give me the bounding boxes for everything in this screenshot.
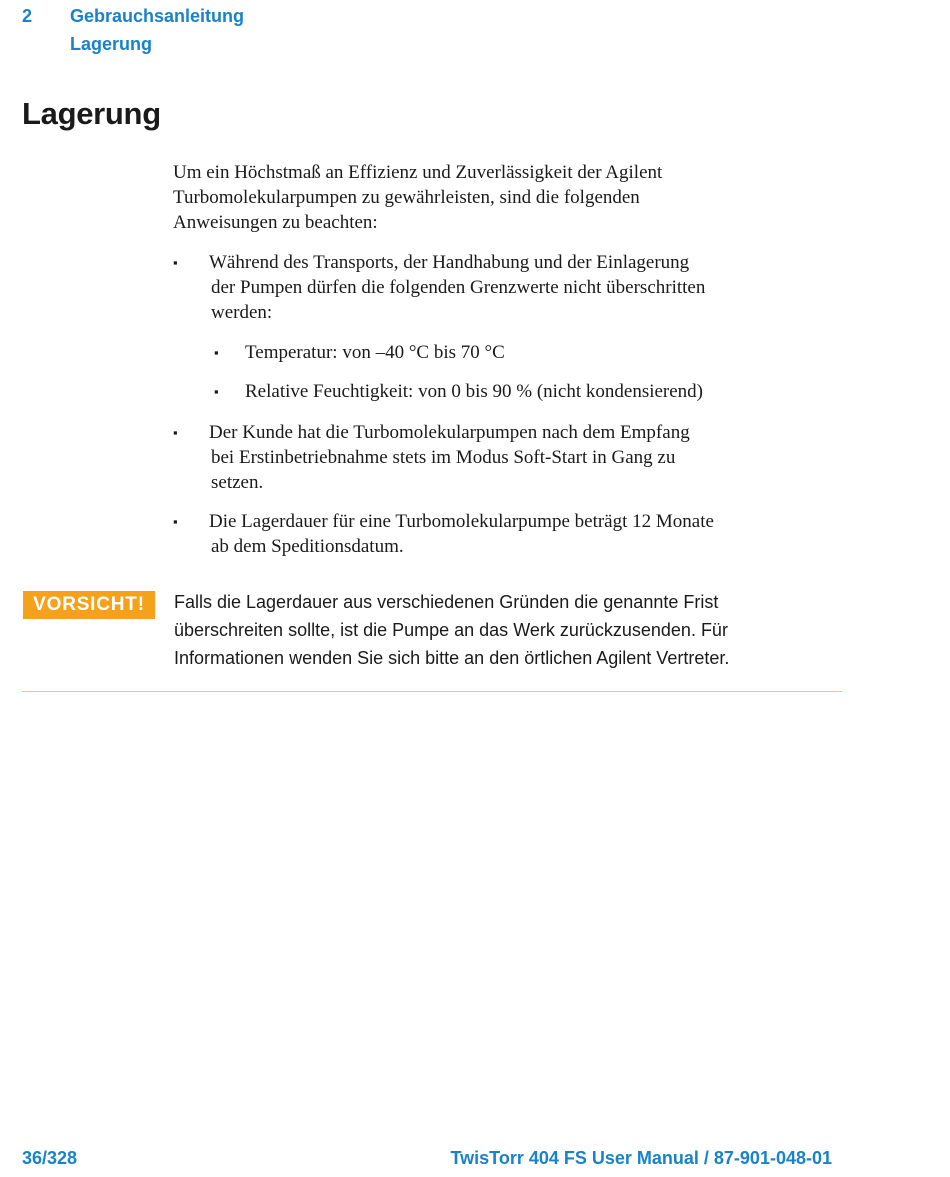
running-header <box>22 2 244 58</box>
temperature-limit: Temperatur: von –40 °C bis 70 °C <box>245 342 505 363</box>
caution-badge: VORSICHT! <box>23 591 155 619</box>
caution-line-2: überschreiten sollte, ist die Pumpe an das Werk zurückzusenden. Für <box>174 620 728 640</box>
bullet-marker-icon: ▪ <box>214 345 219 360</box>
chapter-number: 2 <box>22 6 33 26</box>
intro-line-3: Anweisungen zu beachten: <box>173 212 378 233</box>
bullet-storage-line-2: ab dem Speditionsdatum. <box>211 536 404 557</box>
header-chapter-row <box>22 2 244 30</box>
bullet-marker-icon: ▪ <box>173 514 178 529</box>
bullet-transport-line-2: der Pumpen dürfen die folgenden Grenzwerte nicht überschritten <box>211 277 706 298</box>
humidity-limit: Relative Feuchtigkeit: von 0 bis 90 % (nicht kondensierend) <box>245 381 704 402</box>
page-number: 36/328 <box>22 1148 78 1168</box>
bullet-storage-line-1: Die Lagerdauer für eine Turbomolekularpumpe beträgt 12 Monate <box>209 511 714 532</box>
chapter-title: Gebrauchsanleitung <box>70 6 245 26</box>
bullet-transport <box>173 250 843 325</box>
bullet-transport-line-1: Während des Transports, der Handhabung und der Einlagerung <box>209 252 690 273</box>
intro-line-2: Turbomolekularpumpen zu gewährleisten, sind die folgenden <box>173 187 640 208</box>
bullet-soft-start <box>173 420 843 495</box>
page-title: Lagerung <box>22 96 161 131</box>
bullet-marker-icon: ▪ <box>173 255 178 270</box>
bullet-marker-icon: ▪ <box>214 384 219 399</box>
caution-line-1: Falls die Lagerdauer aus verschiedenen Gründen die genannte Frist <box>174 592 719 612</box>
bullet-soft-start-line-1: Der Kunde hat die Turbomolekularpumpen nach dem Empfang <box>209 422 690 443</box>
intro-line-1: Um ein Höchstmaß an Effizienz und Zuverlässigkeit der Agilent <box>173 162 663 183</box>
bullet-transport-line-3: werden: <box>211 302 273 323</box>
bullet-storage-duration <box>173 509 843 559</box>
bullet-soft-start-line-2: bei Erstinbetriebnahme stets im Modus Soft-Start in Gang zu <box>211 447 676 468</box>
document-title: TwisTorr 404 FS User Manual / 87-901-048-01 <box>450 1148 832 1168</box>
intro-paragraph <box>173 160 853 235</box>
caution-line-3: Informationen wenden Sie sich bitte an den örtlichen Agilent Vertreter. <box>174 648 730 668</box>
sub-bullet-humidity <box>214 379 834 404</box>
bullet-marker-icon: ▪ <box>173 425 178 440</box>
sub-bullet-temperature <box>214 340 834 365</box>
caution-divider <box>22 691 842 692</box>
bullet-soft-start-line-3: setzen. <box>211 472 264 493</box>
caution-text <box>174 588 794 672</box>
section-name: Lagerung <box>70 34 153 54</box>
